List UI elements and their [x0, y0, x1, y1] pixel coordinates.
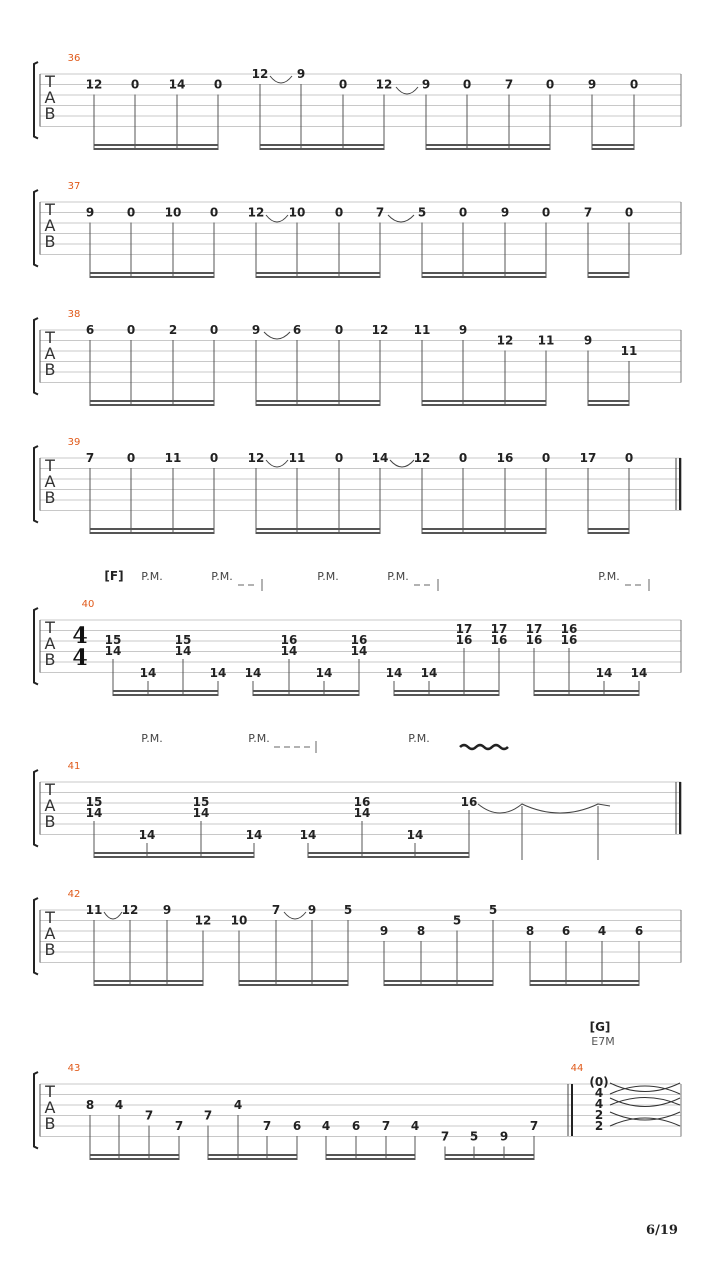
fret-number: 17	[579, 451, 597, 465]
fret-number: 9	[421, 77, 431, 92]
fret-number: 14	[280, 644, 298, 658]
fret-number: 0	[545, 77, 555, 92]
fret-number: 0	[209, 205, 219, 220]
fret-number: 0	[541, 205, 551, 220]
fret-number: 11	[85, 903, 103, 917]
tab-clef-a: A	[44, 472, 56, 491]
tab-clef-a: A	[44, 796, 56, 815]
fret-number: 5	[469, 1129, 479, 1144]
fret-number: 14	[244, 666, 262, 680]
tab-clef-t: T	[45, 618, 55, 637]
tab-clef-a: A	[44, 88, 56, 107]
fret-number: 10	[164, 205, 182, 220]
fret-number: 11	[620, 344, 638, 358]
system-bracket	[34, 62, 38, 139]
system-bracket	[34, 446, 38, 523]
fret-number: 16	[350, 633, 368, 647]
measure-number: 37	[67, 181, 81, 192]
palm-mute-label: P.M.	[248, 732, 270, 745]
fret-number: 4	[594, 1086, 604, 1100]
fret-number: 0	[462, 77, 472, 92]
fret-number: 12	[247, 205, 265, 220]
fret-number: 10	[230, 913, 248, 928]
palm-mute-label: P.M.	[387, 570, 409, 583]
fret-number: 9	[162, 903, 172, 917]
fret-number: 7	[271, 903, 281, 917]
fret-number: 8	[416, 924, 426, 938]
fret-number: 14	[315, 666, 333, 680]
fret-number: 0	[458, 205, 468, 220]
tab-clef-a: A	[44, 1098, 56, 1117]
fret-number: 7	[203, 1108, 213, 1123]
fret-number: 14	[209, 666, 227, 680]
fret-number: 14	[192, 806, 210, 820]
system-bracket	[34, 608, 38, 685]
fret-number: 0	[629, 77, 639, 92]
fret-number: 14	[85, 806, 103, 820]
fret-number: 14	[245, 828, 263, 842]
fret-number: 9	[307, 903, 317, 917]
fret-number: 2	[594, 1119, 604, 1133]
fret-number: 6	[634, 924, 644, 938]
fret-number: 7	[583, 205, 593, 220]
fret-number: 9	[499, 1129, 509, 1144]
fret-number: 11	[288, 451, 306, 465]
fret-number: 7	[375, 205, 385, 220]
fret-number: 9	[583, 333, 593, 348]
time-signature-bottom: 4	[72, 645, 88, 671]
tab-clef-b: B	[44, 812, 56, 831]
tab-clef-a: A	[44, 344, 56, 363]
fret-number: 5	[417, 205, 427, 220]
fret-number: 4	[410, 1119, 420, 1133]
palm-mute-label: P.M.	[408, 732, 430, 745]
fret-number: 12	[371, 323, 389, 337]
section-marker: [F]	[104, 569, 124, 583]
fret-number: 0	[126, 451, 136, 465]
fret-number: 6	[85, 323, 95, 337]
fret-number: 14	[406, 828, 424, 842]
measure-number: 40	[81, 599, 95, 610]
page-number: 6/19	[646, 1223, 678, 1238]
fret-number: 0	[334, 323, 344, 337]
system-bracket	[34, 898, 38, 975]
chord-name: E7M	[591, 1035, 615, 1048]
fret-number: 14	[371, 451, 389, 465]
fret-number: 14	[630, 666, 648, 680]
fret-number: 9	[500, 205, 510, 220]
slur	[266, 215, 288, 222]
fret-number: 7	[144, 1108, 154, 1123]
system-bracket	[34, 318, 38, 395]
fret-number: 14	[139, 666, 157, 680]
fret-number: 0	[458, 451, 468, 465]
fret-number: 0	[624, 451, 634, 465]
fret-number: 16	[560, 622, 578, 636]
fret-number: 0	[126, 323, 136, 337]
measure-number: 38	[67, 309, 81, 320]
fret-number: 12	[247, 451, 265, 465]
fret-number: 14	[138, 828, 156, 842]
fret-number: 7	[440, 1129, 450, 1144]
fret-number: 12	[121, 903, 139, 917]
fret-number: 0	[126, 205, 136, 220]
fret-number: 12	[375, 77, 393, 92]
fret-number: 14	[595, 666, 613, 680]
slur	[104, 912, 122, 919]
fret-number: 12	[413, 451, 431, 465]
fret-number: 0	[541, 451, 551, 465]
fret-number: 0	[624, 205, 634, 220]
fret-number: 14	[168, 77, 186, 92]
tie	[478, 804, 610, 813]
fret-number: 9	[296, 67, 306, 81]
fret-number: 4	[233, 1098, 243, 1112]
fret-number: 16	[455, 633, 473, 647]
fret-number: 2	[168, 323, 178, 337]
fret-number: 14	[350, 644, 368, 658]
tab-clef-b: B	[44, 104, 56, 123]
slur	[266, 460, 288, 467]
fret-number: 5	[452, 913, 462, 928]
fret-number: 9	[251, 323, 261, 337]
fret-number: 12	[85, 77, 103, 92]
tab-clef-t: T	[45, 72, 55, 91]
tab-clef-t: T	[45, 328, 55, 347]
slur	[396, 87, 418, 94]
measure-number: 43	[67, 1063, 81, 1074]
fret-number: 16	[496, 451, 514, 465]
section-marker: [G]	[589, 1020, 611, 1034]
fret-number: 14	[420, 666, 438, 680]
fret-number: 0	[209, 451, 219, 465]
fret-number: 6	[351, 1119, 361, 1133]
fret-number: 16	[280, 633, 298, 647]
time-signature-top: 4	[72, 623, 88, 649]
fret-number: 5	[488, 903, 498, 917]
palm-mute-label: P.M.	[598, 570, 620, 583]
fret-number: 17	[490, 622, 508, 636]
palm-mute-label: P.M.	[317, 570, 339, 583]
tab-clef-t: T	[45, 780, 55, 799]
tab-clef-t: T	[45, 908, 55, 927]
tab-clef-b: B	[44, 360, 56, 379]
fret-number: 7	[85, 451, 95, 465]
fret-number: 0	[130, 77, 140, 92]
fret-number: 16	[353, 795, 371, 809]
palm-mute-label: P.M.	[141, 732, 163, 745]
fret-number: 14	[174, 644, 192, 658]
fret-number: 11	[164, 451, 182, 465]
fret-number: 0	[334, 451, 344, 465]
fret-number: 7	[529, 1119, 539, 1133]
fret-number: 4	[114, 1098, 124, 1112]
measure-number: 39	[67, 437, 81, 448]
tab-clef-b: B	[44, 488, 56, 507]
fret-number: 15	[174, 633, 192, 647]
fret-number: 16	[525, 633, 543, 647]
fret-number: 17	[525, 622, 543, 636]
fret-number: 16	[490, 633, 508, 647]
measure-number: 36	[67, 53, 81, 64]
fret-number: 0	[334, 205, 344, 220]
tab-clef-a: A	[44, 924, 56, 943]
system-bracket	[34, 1072, 38, 1149]
fret-number: 9	[85, 205, 95, 220]
tab-clef-b: B	[44, 940, 56, 959]
measure-number: 42	[67, 889, 81, 900]
fret-number: 6	[292, 1119, 302, 1133]
fret-number: 7	[504, 77, 514, 92]
slur	[390, 460, 414, 467]
fret-number: 14	[353, 806, 371, 820]
system-bracket	[34, 770, 38, 847]
slur	[264, 332, 290, 339]
fret-number: 4	[597, 924, 607, 938]
fret-number: 11	[413, 323, 431, 337]
fret-number: 12	[251, 67, 269, 81]
tab-clef-b: B	[44, 650, 56, 669]
fret-number: 8	[525, 924, 535, 938]
fret-number: 0	[213, 77, 223, 92]
fret-number: 9	[587, 77, 597, 92]
slur	[284, 912, 306, 919]
fret-number: 16	[460, 795, 478, 809]
slur	[388, 215, 414, 222]
fret-number: 17	[455, 622, 473, 636]
tab-clef-a: A	[44, 216, 56, 235]
fret-number: 5	[343, 903, 353, 917]
fret-number: 2	[594, 1108, 604, 1122]
measure-number: 41	[67, 761, 81, 772]
fret-number: 12	[194, 913, 212, 928]
tab-clef-b: B	[44, 1114, 56, 1133]
fret-number: 14	[104, 644, 122, 658]
vibrato-icon	[460, 745, 508, 749]
fret-number: 15	[192, 795, 210, 809]
fret-number: 9	[379, 924, 389, 938]
fret-number: 15	[104, 633, 122, 647]
slur	[270, 76, 292, 83]
fret-number: 0	[209, 323, 219, 337]
fret-number: 11	[537, 333, 555, 348]
fret-number: 16	[560, 633, 578, 647]
fret-number: 15	[85, 795, 103, 809]
fret-number: 8	[85, 1098, 95, 1112]
fret-number: 0	[338, 77, 348, 92]
palm-mute-label: P.M.	[211, 570, 233, 583]
fret-number: 14	[299, 828, 317, 842]
fret-number: 14	[385, 666, 403, 680]
fret-number: 7	[174, 1119, 184, 1133]
system-bracket	[34, 190, 38, 267]
fret-number: 4	[321, 1119, 331, 1133]
fret-number: 6	[292, 323, 302, 337]
tab-clef-t: T	[45, 456, 55, 475]
fret-number: 12	[496, 333, 514, 348]
tab-clef-t: T	[45, 200, 55, 219]
tab-clef-b: B	[44, 232, 56, 251]
palm-mute-label: P.M.	[141, 570, 163, 583]
tab-clef-t: T	[45, 1082, 55, 1101]
fret-number: (0)	[589, 1075, 609, 1089]
measure-number: 44	[570, 1063, 584, 1074]
tab-clef-a: A	[44, 634, 56, 653]
fret-number: 4	[594, 1097, 604, 1111]
fret-number: 6	[561, 924, 571, 938]
fret-number: 7	[381, 1119, 391, 1133]
fret-number: 9	[458, 323, 468, 337]
fret-number: 10	[288, 205, 306, 220]
fret-number: 7	[262, 1119, 272, 1133]
